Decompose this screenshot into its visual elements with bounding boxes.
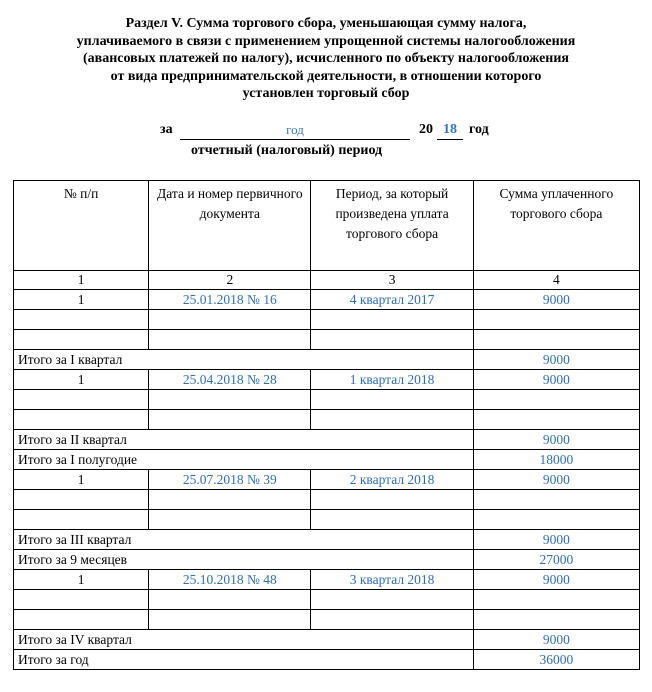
- empty-row: [14, 410, 640, 430]
- col-number: 1: [14, 271, 149, 290]
- row-sum[interactable]: 9000: [473, 470, 639, 490]
- total-label: Итого за III квартал: [14, 530, 474, 550]
- header-sum: Сумма уплаченного торгового сбора: [473, 181, 639, 271]
- table-row: [14, 290, 640, 310]
- total-label: Итого за год: [14, 650, 474, 670]
- total-sum[interactable]: 18000: [473, 450, 639, 470]
- row-period[interactable]: 2 квартал 2018: [311, 470, 473, 490]
- empty-row: [14, 390, 640, 410]
- total-label: Итого за II квартал: [14, 430, 474, 450]
- total-row: [14, 430, 640, 450]
- total-sum[interactable]: 27000: [473, 550, 639, 570]
- row-doc[interactable]: 25.04.2018 № 28: [149, 370, 311, 390]
- row-doc[interactable]: 25.07.2018 № 39: [149, 470, 311, 490]
- column-numbers-row: [14, 271, 640, 290]
- title-line-5: установлен торговый сбор: [242, 86, 410, 102]
- row-sum[interactable]: 9000: [473, 570, 639, 590]
- total-row: [14, 350, 640, 370]
- empty-row: [14, 310, 640, 330]
- title-line-4: от вида предпринимательской деятельности, в отношении которого: [110, 68, 542, 84]
- period-field[interactable]: год: [180, 122, 410, 140]
- row-sum[interactable]: 9000: [473, 290, 639, 310]
- period-suffix: год: [469, 122, 489, 137]
- total-sum[interactable]: 9000: [473, 430, 639, 450]
- header-row: [14, 181, 640, 271]
- total-label: Итого за IV квартал: [14, 630, 474, 650]
- total-row: [14, 530, 640, 550]
- period-century: 20: [419, 122, 433, 137]
- row-num: 1: [14, 470, 149, 490]
- row-doc[interactable]: 25.01.2018 № 16: [149, 290, 311, 310]
- empty-row: [14, 610, 640, 630]
- header-num: № п/п: [14, 181, 149, 271]
- table-row: [14, 370, 640, 390]
- total-sum[interactable]: 36000: [473, 650, 639, 670]
- header-doc: Дата и номер первичного документа: [149, 181, 311, 271]
- total-row: [14, 650, 640, 670]
- title-line-3: (авансовых платежей по налогу), исчисленного по объекту налогообложения: [82, 51, 569, 67]
- col-number: 3: [311, 271, 473, 290]
- table-row: [14, 470, 640, 490]
- row-num: 1: [14, 290, 149, 310]
- row-period[interactable]: 1 квартал 2018: [311, 370, 473, 390]
- row-doc[interactable]: 25.10.2018 № 48: [149, 570, 311, 590]
- total-sum[interactable]: 9000: [473, 630, 639, 650]
- row-period[interactable]: 4 квартал 2017: [311, 290, 473, 310]
- table-row: [14, 570, 640, 590]
- period-caption: отчетный (налоговый) период: [191, 143, 383, 158]
- total-row: [14, 550, 640, 570]
- col-number: 4: [473, 271, 639, 290]
- row-sum[interactable]: 9000: [473, 370, 639, 390]
- total-sum[interactable]: 9000: [473, 530, 639, 550]
- period-prefix: за: [160, 122, 173, 137]
- total-label: Итого за I квартал: [14, 350, 474, 370]
- row-period[interactable]: 3 квартал 2018: [311, 570, 473, 590]
- total-label: Итого за 9 месяцев: [14, 550, 474, 570]
- col-number: 2: [149, 271, 311, 290]
- empty-row: [14, 590, 640, 610]
- section-title: [0, 15, 652, 103]
- empty-row: [14, 490, 640, 510]
- total-row: [14, 630, 640, 650]
- total-row: [14, 450, 640, 470]
- row-num: 1: [14, 370, 149, 390]
- trade-fee-table: [13, 180, 640, 670]
- total-sum[interactable]: 9000: [473, 350, 639, 370]
- row-num: 1: [14, 570, 149, 590]
- title-line-1: Раздел V. Сумма торгового сбора, уменьшающая сумму налога,: [125, 16, 527, 31]
- total-label: Итого за I полугодие: [14, 450, 474, 470]
- period-year-field[interactable]: 18: [437, 122, 463, 140]
- empty-row: [14, 510, 640, 530]
- header-period: Период, за который произведена уплата торгового сбора: [311, 181, 473, 271]
- title-line-2: уплачиваемого в связи с применением упрощенной системы налогообложения: [76, 33, 576, 49]
- empty-row: [14, 330, 640, 350]
- period-line: [0, 122, 652, 142]
